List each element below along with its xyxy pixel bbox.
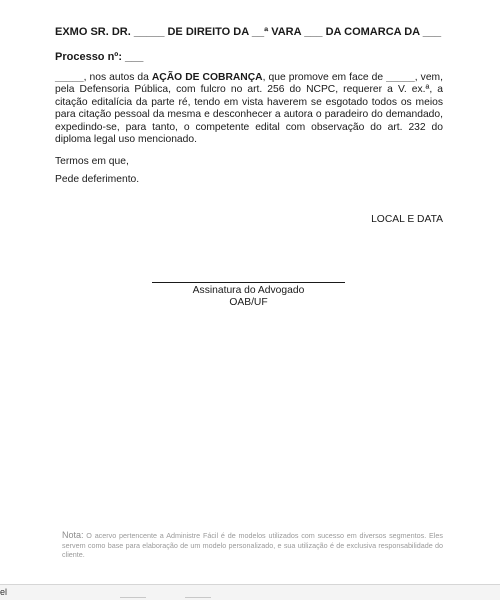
disclaimer-note	[62, 531, 443, 560]
closing-line-2: Pede deferimento.	[55, 174, 140, 185]
status-bar-text: el	[0, 587, 8, 597]
signature-label: Assinatura do Advogado	[192, 285, 305, 296]
note-label: Nota:	[62, 530, 84, 540]
note-text: O acervo pertencente a Administre Fácil é de modelos utilizados com sucesso em diversos segmentos. Eles servem como base para elaboração de um modelo personalizado, e sua utilização é de exclusiva responsabilidade do cliente.	[62, 531, 443, 560]
signature-line	[152, 282, 345, 283]
local-and-date: LOCAL E DATA	[371, 214, 443, 225]
processo-number: Processo nº: ___	[55, 51, 144, 63]
petition-body	[55, 72, 443, 146]
document-heading: EXMO SR. DR. _____ DE DIREITO DA __ª VARA ___ DA COMARCA DA ___	[55, 26, 442, 38]
plaintiff-blank: _____	[55, 72, 84, 83]
status-bar-divider	[185, 597, 211, 598]
body-part-2: , que promove em face de	[262, 72, 387, 83]
closing-line-1: Termos em que,	[55, 156, 129, 167]
body-part-1: , nos autos da	[83, 72, 152, 83]
signature-oab: OAB/UF	[229, 297, 268, 308]
action-title: AÇÃO DE COBRANÇA	[151, 72, 263, 83]
defendant-blank: _____	[386, 72, 415, 83]
body-part-3: , vem, pela Defensoria Pública, com fulcro no art. 256 do NCPC, requerer a V. ex.ª, a citação editalícia da parte ré, tendo em vista haverem se esgotado todos os meios para citação pessoal da mesma e desconhecer a autora o paradeiro do demandado, expedindo-se, para tanto, o competente edital com observação do art. 232 do diploma legal uso mencionado.	[55, 72, 443, 146]
status-bar	[0, 584, 500, 600]
status-bar-divider	[120, 597, 146, 598]
